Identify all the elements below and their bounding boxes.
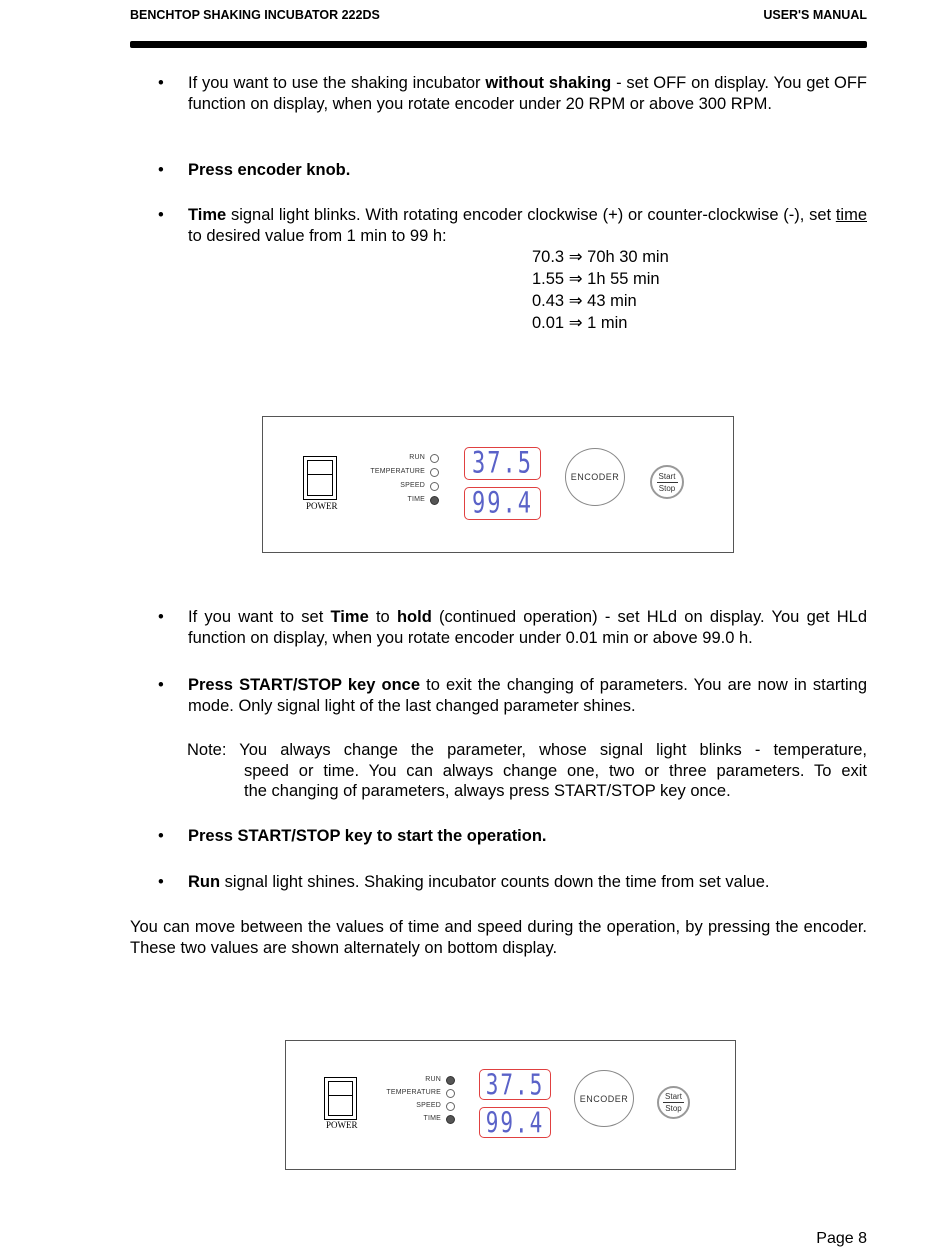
bullet-without-shaking [188,73,867,114]
control-panel-diagram [262,416,734,553]
temperature-display [464,447,541,480]
bold-text: hold [396,608,432,626]
text: If you want to set [188,608,331,626]
bold-text: Time [188,206,227,224]
time-display [479,1107,551,1138]
time-led-icon [446,1115,455,1124]
page-number: Page 8 [816,1230,867,1247]
power-switch-icon [303,456,337,500]
temperature-led-icon [430,468,439,477]
bold-text: Time [330,608,369,626]
start-label: Start [665,1092,682,1101]
arrow-icon: ⇒ [568,248,583,266]
note-line-2: speed or time. You can always change one, two or three parameters. To exit [244,761,867,780]
indicator-label-speed: SPEED [400,482,425,489]
header-manual: USER'S MANUAL [763,8,867,22]
bullet-start-operation [188,826,867,847]
encoder-knob-icon [565,448,625,506]
text: signal light shines. Shaking incubator counts down the time from set value. [220,873,770,891]
start-label: Start [658,471,676,481]
conversion-value: 70.3 [532,248,565,266]
indicator-label-temperature: TEMPERATURE [386,1089,441,1096]
conversion-result: 70h 30 min [587,248,669,266]
indicator-label-temperature: TEMPERATURE [370,468,425,475]
bold-text: Press START/STOP key to start the operation. [188,827,547,845]
bullet-run-signal [188,872,867,893]
display-value: 37.5 [472,446,533,481]
time-led-icon [430,496,439,505]
conversion-line [532,246,669,268]
bullet-press-start-stop-once [188,675,867,716]
conversion-line [532,290,637,312]
text: to desired value from 1 min to 99 h: [188,226,447,245]
text: to [368,608,397,626]
text: to exit the changing of parameters. You are now in starting mode. Only signal light of the last changed parameter shines. [188,676,867,715]
bold-text: without shaking [485,74,612,92]
arrow-icon: ⇒ [568,292,583,310]
conversion-value: 0.01 [532,314,565,332]
text: (continued operation) - set HLd on display. You get HLd function on display, when you rotate encoder under 0.01 min or above 99.0 h. [188,608,867,647]
temperature-led-icon [446,1089,455,1098]
text: If you want to use the shaking incubator [188,74,486,92]
paragraph-move-values: You can move between the values of time and speed during the operation, by pressing the encoder. These two values are shown alternately on bottom display. [130,918,867,957]
conversion-line [532,312,628,334]
stop-label: Stop [665,1104,682,1113]
indicator-label-run: RUN [425,1076,441,1083]
speed-led-icon [446,1102,455,1111]
arrow-icon: ⇒ [568,270,583,288]
note-line-1: Note: You always change the parameter, whose signal light blinks - temperature, [187,741,867,759]
note-line-3: the changing of parameters, always press START/STOP key once. [244,782,731,800]
start-stop-key-icon [657,1086,690,1119]
power-switch-icon [324,1077,357,1120]
header-rule [130,41,867,48]
text: signal light blinks. With rotating encoder clockwise (+) or counter-clockwise (-), set [226,206,836,224]
bold-text: Press START/STOP key once [188,676,421,694]
start-stop-key-icon [650,465,684,499]
run-led-icon [446,1076,455,1085]
bullet-time-hold [188,607,867,648]
indicator-label-speed: SPEED [416,1102,441,1109]
bold-text: Run [188,873,221,891]
conversion-result: 43 min [587,292,637,310]
bullet-press-encoder [188,160,867,181]
power-label: POWER [306,501,338,511]
control-panel-diagram [285,1040,736,1170]
bold-text: Press encoder knob. [188,161,351,179]
conversion-line [532,268,660,290]
indicator-label-time: TIME [407,496,425,503]
conversion-value: 0.43 [532,292,565,310]
stop-label: Stop [658,483,676,493]
encoder-label: ENCODER [570,472,620,482]
encoder-label: ENCODER [579,1093,629,1104]
conversion-result: 1 min [587,314,628,332]
underlined-text: time [835,206,867,224]
bullet-time-blinks [188,205,867,246]
temperature-display [479,1069,551,1100]
display-value: 99.4 [472,486,533,521]
indicator-label-time: TIME [423,1115,441,1122]
header-title: BENCHTOP SHAKING INCUBATOR 222DS [130,8,380,22]
run-led-icon [430,454,439,463]
speed-led-icon [430,482,439,491]
time-display [464,487,541,520]
text: - set OFF on display. You get OFF function on display, when you rotate encoder under 20 RPM or above 300 RPM. [188,74,867,113]
conversion-result: 1h 55 min [587,270,660,288]
power-label: POWER [326,1120,358,1130]
conversion-value: 1.55 [532,270,565,288]
display-value: 99.4 [485,1106,545,1139]
encoder-knob-icon [574,1070,634,1127]
display-value: 37.5 [485,1068,545,1101]
indicator-label-run: RUN [409,454,425,461]
arrow-icon: ⇒ [568,314,583,332]
